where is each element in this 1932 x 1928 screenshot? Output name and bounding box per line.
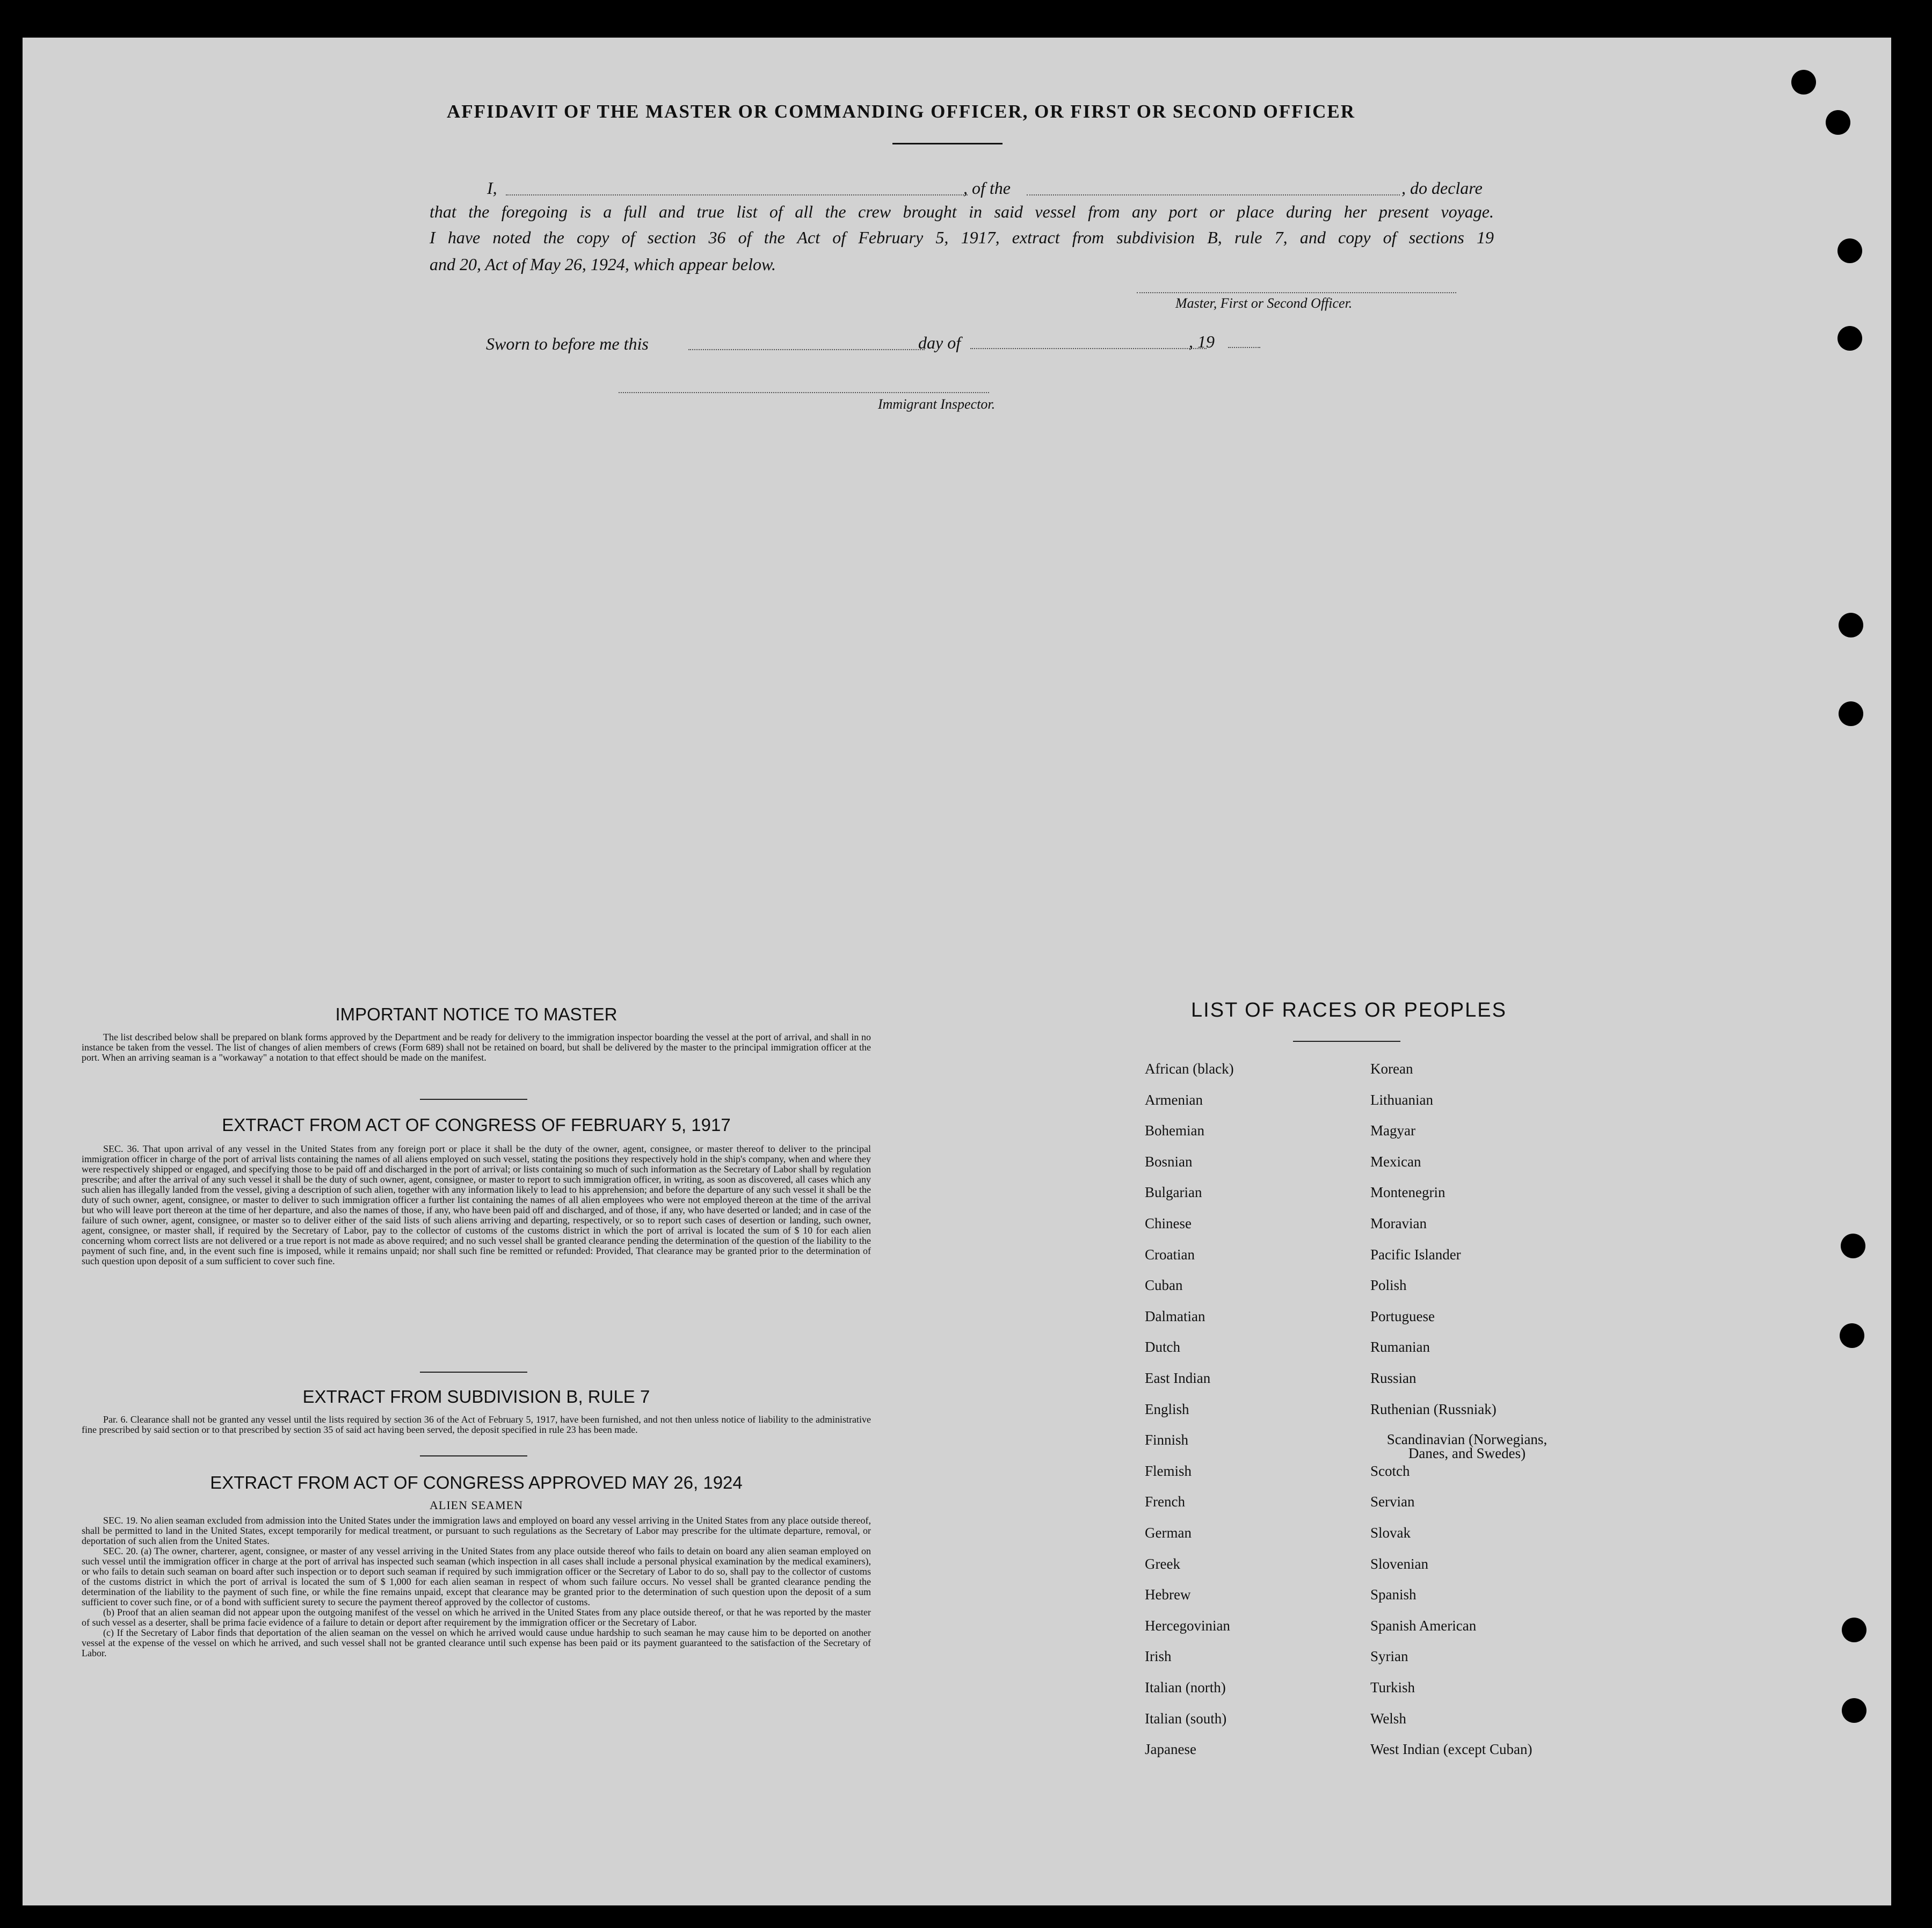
binder-hole xyxy=(1840,1323,1864,1348)
race-item: Polish xyxy=(1370,1277,1407,1293)
race-item: Syrian xyxy=(1370,1648,1408,1664)
section-20a-paragraph: SEC. 20. (a) The owner, charterer, agent, consignee, or master of any vessel arriving in the United States from any place outside thereof who fails to detain on board any alien seaman employed on such vessel until the immigration officer in charge at the port of arrival has inspected such seaman (which inspection in all cases shall include a personal physical examination by the medical examiners), or who fails to detain such seaman on board after such inspection or to deport such seaman if required by such immigration officer or the Secretary of Labor to do so, shall pay to the collector of customs of the customs district in which the port of arrival is located the sum of $ 1,000 for each alien seaman in respect of whom such failure occurs. No vessel shall be granted clearance pending the determination of the liability to the payment of such fine, or while the fine remains unpaid, except that clearance may be granted prior to the determination of such question upon the deposit of a sum sufficient to cover such fine, or of a bond with sufficient surety to secure the payment thereof approved by the collector of customs. xyxy=(82,1546,871,1607)
race-item: East Indian xyxy=(1145,1370,1211,1386)
notice-paragraph: The list described below shall be prepared on blank forms approved by the Department and be ready for delivery to the immigration inspector boarding the vessel at the port of arrival, and shall in no instance be taken from the vessel. The list of changes of alien members of crews (Form 689) shall not be retained on board, but shall be delivered by the master to the principal immigration officer at the port. When an arriving seaman is a "workaway" a notation to that effect should be made on the manifest. xyxy=(82,1032,871,1063)
master-signature-label: Master, First or Second Officer. xyxy=(1175,295,1353,311)
race-item: Magyar xyxy=(1370,1122,1415,1139)
extract-rule7-title: EXTRACT FROM SUBDIVISION B, RULE 7 xyxy=(302,1387,650,1407)
extract-rule7-text xyxy=(82,1415,871,1435)
race-item: Lithuanian xyxy=(1370,1092,1433,1108)
race-item: Finnish xyxy=(1145,1432,1189,1448)
race-item: Japanese xyxy=(1145,1741,1196,1757)
binder-hole xyxy=(1842,1698,1866,1723)
binder-hole xyxy=(1839,701,1863,726)
race-item: Hebrew xyxy=(1145,1586,1191,1603)
race-item: Ruthenian (Russniak) xyxy=(1370,1401,1497,1417)
affidavit-line-3: I have noted the copy of section 36 of the Act of February 5, 1917, extract from subdivision B, rule 7, and copy of sections 19 xyxy=(430,228,1494,247)
extract-1924-title: EXTRACT FROM ACT OF CONGRESS APPROVED MAY 26, 1924 xyxy=(210,1473,743,1492)
section-20b-paragraph: (b) Proof that an alien seaman did not appear upon the outgoing manifest of the vessel on which he arrived in the United States from any place outside thereof, or that he was reported by the master of such vessel as a deserter, shall be prima facie evidence of a failure to detain or deport after requirement by the immigration officer or the Secretary of Labor. xyxy=(82,1607,871,1628)
notice-title: IMPORTANT NOTICE TO MASTER xyxy=(335,1004,618,1024)
race-item: Irish xyxy=(1145,1648,1172,1664)
race-item: Mexican xyxy=(1370,1154,1421,1170)
race-item: Chinese xyxy=(1145,1215,1192,1231)
section-divider xyxy=(420,1372,527,1373)
section-19-paragraph: SEC. 19. No alien seaman excluded from admission into the United States under the immigration laws and employed on board any vessel arriving in the United States from any place outside thereof, shall be permitted to land in the United States, except temporarily for medical treatment, or pursuant to such regulations as the Secretary of Labor may prescribe for the ultimate departure, removal, or deportation of such alien from the United States. xyxy=(82,1515,871,1546)
extract-1917-text xyxy=(82,1144,871,1266)
race-item: Bosnian xyxy=(1145,1154,1193,1170)
binder-hole xyxy=(1791,70,1816,95)
race-item: Montenegrin xyxy=(1370,1184,1446,1200)
race-item: West Indian (except Cuban) xyxy=(1370,1741,1532,1757)
day-of-label: day of xyxy=(918,333,961,352)
race-item: French xyxy=(1145,1494,1185,1510)
extract-1924-subtitle: ALIEN SEAMEN xyxy=(430,1498,523,1512)
race-item: Bulgarian xyxy=(1145,1184,1202,1200)
binder-hole xyxy=(1837,326,1862,351)
race-item: Pacific Islander xyxy=(1370,1246,1461,1263)
race-item: Servian xyxy=(1370,1494,1415,1510)
binder-hole xyxy=(1839,613,1863,637)
race-item: Greek xyxy=(1145,1556,1180,1572)
race-item: African (black) xyxy=(1145,1061,1234,1077)
race-item: Flemish xyxy=(1145,1463,1192,1479)
declarant-name-field[interactable] xyxy=(506,194,968,195)
rule-7-paragraph: Par. 6. Clearance shall not be granted any vessel until the lists required by section 36 of the Act of February 5, 1917, have been furnished, and not then unless notice of liability to the administrative fine prescribed by said section or to that prescribed by section 35 of said act having been served, the deposit specified in rule 23 has been made. xyxy=(82,1414,871,1435)
races-title-divider xyxy=(1293,1041,1400,1042)
inspector-signature-label: Immigrant Inspector. xyxy=(878,396,996,412)
master-signature-line[interactable] xyxy=(1137,292,1456,293)
race-item: Dalmatian xyxy=(1145,1308,1205,1324)
binder-hole xyxy=(1841,1234,1865,1258)
affidavit-line-2: that the foregoing is a full and true list of all the crew brought in said vessel from any port or place during her present voyage. xyxy=(430,202,1494,221)
race-item: Dutch xyxy=(1145,1339,1180,1355)
affidavit-declare-label: , do declare xyxy=(1401,178,1483,198)
race-item: Italian (north) xyxy=(1145,1679,1226,1695)
affidavit-of-the-label: , of the xyxy=(963,178,1011,198)
section-divider xyxy=(420,1099,527,1100)
race-item: Hercegovinian xyxy=(1145,1618,1230,1634)
race-item: Spanish xyxy=(1370,1586,1417,1603)
race-item: Italian (south) xyxy=(1145,1710,1227,1727)
race-item: Welsh xyxy=(1370,1710,1406,1727)
extract-1917-title: EXTRACT FROM ACT OF CONGRESS OF FEBRUARY 5, 1917 xyxy=(222,1115,731,1135)
race-item: English xyxy=(1145,1401,1189,1417)
race-item: Cuban xyxy=(1145,1277,1183,1293)
inspector-signature-line[interactable] xyxy=(619,392,989,393)
race-item: Scandinavian (Norwegians, Danes, and Swedes) xyxy=(1386,1431,1548,1461)
race-item: Scotch xyxy=(1370,1463,1410,1479)
binder-hole xyxy=(1837,238,1862,263)
race-item: Spanish American xyxy=(1370,1618,1477,1634)
vessel-name-field[interactable] xyxy=(1027,194,1400,195)
race-item: Turkish xyxy=(1370,1679,1415,1695)
document-page xyxy=(23,38,1891,1905)
race-item: Croatian xyxy=(1145,1246,1195,1263)
affidavit-title: AFFIDAVIT OF THE MASTER OR COMMANDING OFFICER, OR FIRST OR SECOND OFFICER xyxy=(447,101,1355,122)
race-item: Slovenian xyxy=(1370,1556,1428,1572)
race-item: Rumanian xyxy=(1370,1339,1430,1355)
sworn-month-field[interactable] xyxy=(970,348,1207,349)
binder-hole xyxy=(1826,110,1850,135)
title-underline xyxy=(892,143,1003,144)
affidavit-i-label: I, xyxy=(487,178,497,198)
affidavit-line-4: and 20, Act of May 26, 1924, which appear below. xyxy=(430,255,776,274)
race-item: German xyxy=(1145,1525,1192,1541)
year-label: , 19 xyxy=(1189,332,1215,351)
extract-1924-text xyxy=(82,1516,871,1658)
sworn-day-field[interactable] xyxy=(688,349,925,350)
race-item: Moravian xyxy=(1370,1215,1427,1231)
race-item: Portuguese xyxy=(1370,1308,1435,1324)
binder-hole xyxy=(1842,1618,1866,1642)
section-36-paragraph: SEC. 36. That upon arrival of any vessel in the United States from any foreign port or place it shall be the duty of the owner, agent, consignee, or master thereof to deliver to the principal immigration officer in charge of the port of arrival lists containing the names of all aliens employed on such vessel, stating the positions they respectively hold in the ship's company, when and where they were respectively shipped or engaged, and specifying those to be paid off and discharged in the port of arrival; or lists containing so much of such information as the Secretary of Labor shall by regulation prescribe; and after the arrival of any such vessel it shall be the duty of such owner, agent, consignee, or master to report to such immigration officer, in writing, as soon as discovered, all cases which any such alien has illegally landed from the vessel, giving a description of such alien, together with any information likely to lead to his apprehension; and before the departure of any such vessel it shall be the duty of such owner, agent, consignee, or master to deliver to such immigration officer a further list containing the names of all alien employees who were not employed thereon at the time of the arrival but who will leave port thereon at the time of her departure, and also the names of those, if any, who have been paid off and discharged, and of those, if any, who have deserted or landed; and in case of the failure of such owner, agent, consignee, or master so to deliver either of the said lists of such aliens arriving and departing, respectively, or so to report such cases of desertion or landing, such owner, agent, consignee, or master shall, if required by the Secretary of Labor, pay to the collector of customs of the customs district in which the port of arrival is located the sum of $ 10 for each alien concerning whom correct lists are not delivered or a true report is not made as above required; and no such vessel shall be granted clearance pending the determination of the question of the liability to the payment of such fine, and, in the event such fine is imposed, while it remains unpaid; nor shall such fine be remitted or refunded: Provided, That clearance may be granted prior to the determination of such question upon deposit of a sum sufficient to cover such fine. xyxy=(82,1143,871,1266)
notice-text xyxy=(82,1032,871,1063)
race-item: Slovak xyxy=(1370,1525,1411,1541)
race-item: Bohemian xyxy=(1145,1122,1204,1139)
sworn-label: Sworn to before me this xyxy=(486,334,649,353)
race-item: Armenian xyxy=(1145,1092,1203,1108)
section-divider xyxy=(420,1455,527,1456)
race-item: Russian xyxy=(1370,1370,1417,1386)
sworn-year-field[interactable] xyxy=(1228,347,1260,348)
race-item: Korean xyxy=(1370,1061,1413,1077)
section-20c-paragraph: (c) If the Secretary of Labor finds that deportation of the alien seaman on the vessel on which he arrived would cause undue hardship to such seaman he may cause him to be deported on another vessel at the expense of the vessel on which he arrived, and such vessel shall not be granted clearance until such expense has been paid or its payment guaranteed to the satisfaction of the Secretary of Labor. xyxy=(82,1627,871,1658)
races-title: LIST OF RACES OR PEOPLES xyxy=(1191,999,1507,1021)
